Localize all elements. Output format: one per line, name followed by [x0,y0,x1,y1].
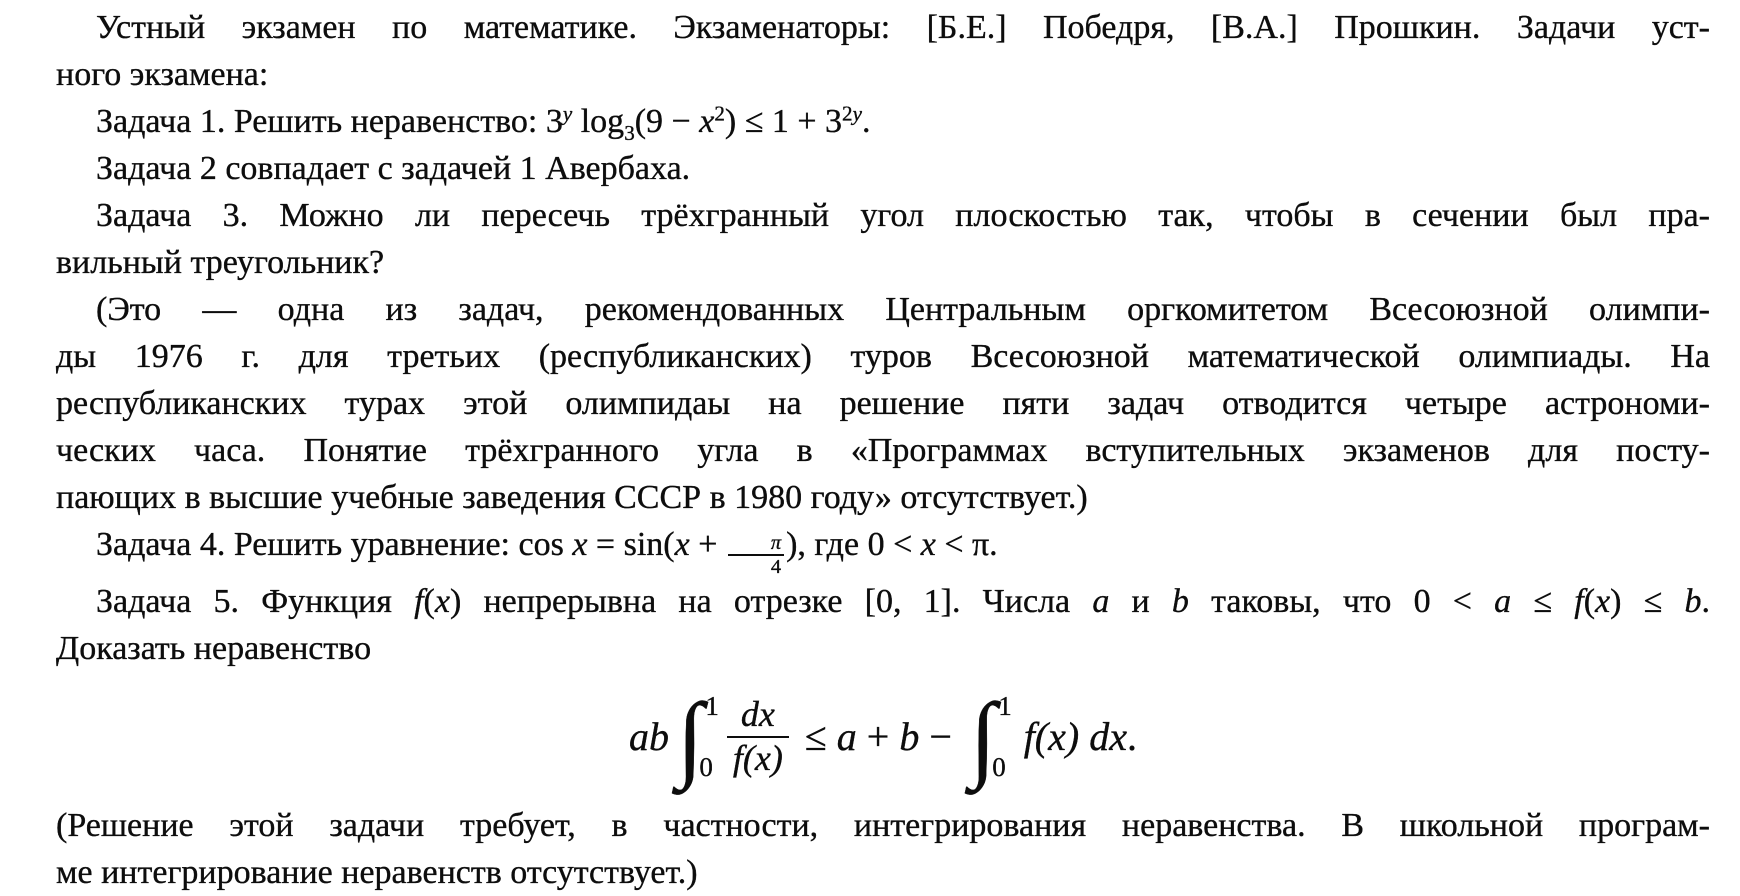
text-line [56,521,1710,578]
text-run: y [562,101,573,126]
text-run: x [1595,582,1611,620]
text-line [56,427,1710,474]
integral-sign [969,682,1012,790]
document-page [56,4,1710,896]
integral-glyph: ∫ [969,682,997,790]
text-run: ), где 0 < [786,526,921,563]
text-run: ме интегрирование неравенств отсутствует.) [56,853,698,891]
fraction-denominator: 4 [728,554,784,578]
text-run: f [414,582,424,620]
text-run: таковы, что 0 < [1188,582,1495,620]
integral-sign [677,682,719,790]
text-run: республиканских турах этой олимпидаы на решение пяти задач отводится четыре астрономи- [56,385,1710,422]
text-run: пающих в высшие учебные заведения СССР в 1980 году» отсутствует.) [56,479,1088,516]
text-run: и [1109,582,1172,620]
text-line [56,380,1710,427]
text-run: . [1701,582,1710,620]
text-run: . [861,103,871,140]
text-run: (9 − [634,103,700,140]
text-line [56,802,1710,849]
display-formula [56,672,1710,802]
text-run: Задача 3. Можно ли пересечь трёхгранный угол плоскостью так, чтобы в сечении был пра- [96,197,1710,234]
text-line [56,192,1710,239]
text-line [56,51,1710,98]
text-run: 2 [714,101,725,126]
fraction-numerator: π [770,531,782,554]
text-run: ( [423,582,435,620]
text-run: Задача 1. Решить неравенство: 3 [96,103,563,140]
text-run: ( [1583,582,1596,620]
text-line [56,578,1710,625]
text-run: . [1126,713,1137,759]
text-line [56,239,1710,286]
text-run: x [572,526,588,563]
text-run: ) ≤ [1610,582,1685,620]
text-run [1014,714,1024,759]
text-line [56,333,1710,380]
integral-limits [699,690,719,782]
text-line [56,625,1710,672]
text-run: x [674,526,690,563]
text-run: ab [629,713,670,759]
text-run: y [852,101,862,126]
text-line [56,849,1710,896]
text-run: x [699,103,715,140]
text-run: ного экзамена: [56,56,269,93]
text-line [56,286,1710,333]
integral-limits [992,690,1012,782]
text-run: − [919,713,962,759]
text-line [56,145,1710,192]
fraction-denominator: f(x) [727,736,789,779]
text-run: a [1494,582,1512,620]
text-run: x [920,526,936,563]
text-run: вильный треугольник? [56,244,385,281]
text-run: ) ≤ 1 + 3 [724,103,843,140]
text-run: (Это — одна из задач, рекомендованных Центральным оргкомитетом Всесоюзной олимпи- [96,291,1710,328]
text-run: Задача 5. Функция [96,582,415,620]
text-run: Задача 4. Решить уравнение: cos [96,526,573,563]
text-run: b [899,713,920,759]
fraction [727,694,789,779]
fraction [728,532,784,578]
text-run: (Решение этой задачи требует, в частности, интегрирования неравенства. В школьной програм- [56,806,1710,844]
text-run: ≤ [1511,582,1575,620]
text-run: a [1092,582,1110,620]
text-run: 3 [624,121,635,145]
fraction-numerator: dx [740,694,775,735]
integral-upper-limit: 1 [998,690,1012,721]
text-run: Устный экзамен по математике. Экзаменаторы: [Б.Е.] Победря, [В.А.] Прошкин. Задачи уст- [96,9,1710,46]
text-run: ≤ [794,713,837,759]
text-run: < π. [935,526,998,563]
integral-glyph: ∫ [677,682,704,790]
text-run: + [689,526,726,563]
text-run: Доказать неравенство [56,629,372,667]
text-run: f(x) dx [1023,713,1127,759]
integral-lower-limit: 0 [992,751,1006,782]
text-line [56,98,1710,145]
text-run: log [572,103,625,140]
text-line [56,4,1710,51]
text-run: f [1574,582,1584,620]
text-run: a [836,713,857,759]
text-run: 2 [842,101,853,126]
text-line [56,474,1710,521]
text-run: + [856,713,900,759]
integral-lower-limit: 0 [699,751,713,782]
text-run: ) непрерывна на отрезке [0, 1]. Числа [449,582,1093,620]
text-run: ческих часа. Понятие трёхгранного угла в «Программах вступительных экзаменов для посту- [56,432,1710,469]
text-run: b [1171,582,1189,620]
integral-upper-limit: 1 [705,690,719,721]
text-run: = sin( [587,526,675,563]
text-run: x [434,582,450,620]
text-run: b [1684,582,1702,620]
text-run: ды 1976 г. для третьих (республиканских) туров Всесоюзной математической олимпиады. На [56,338,1710,375]
text-run: Задача 2 совпадает с задачей 1 Авербаха. [96,150,691,187]
